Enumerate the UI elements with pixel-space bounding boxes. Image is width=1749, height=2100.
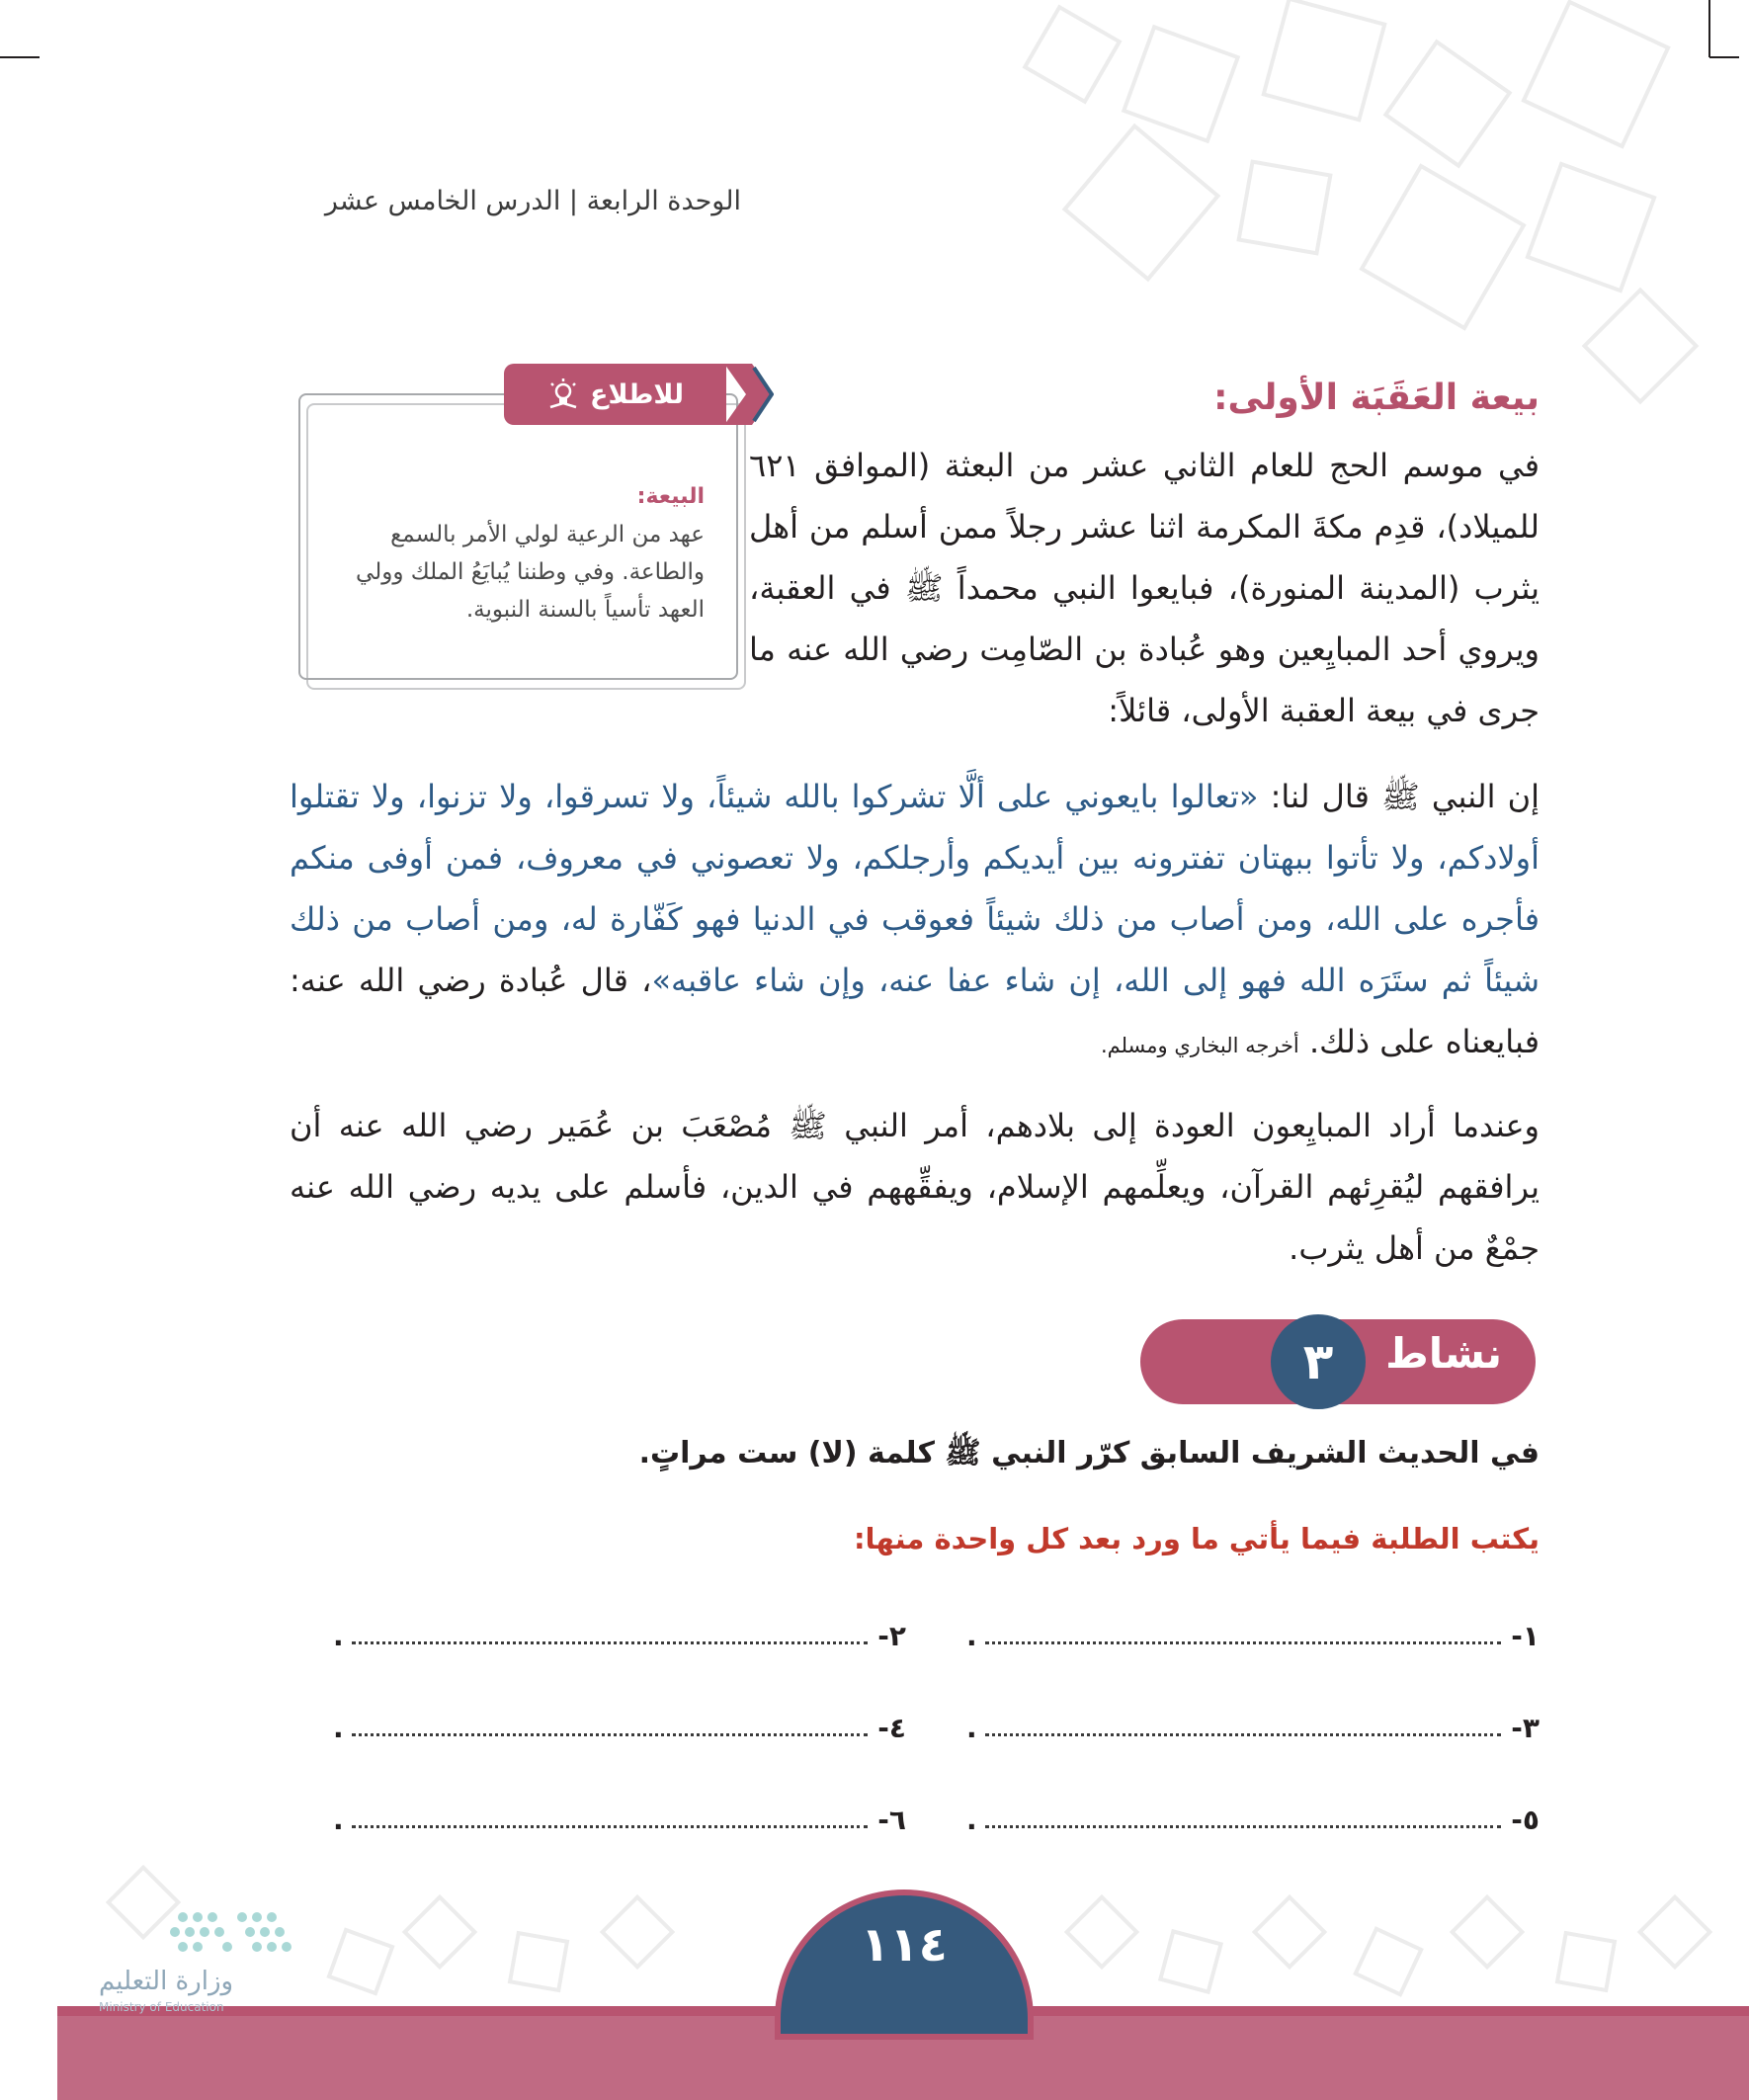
hadith-lead: إن النبي ﷺ قال لنا: [1258, 778, 1541, 815]
answer-blank[interactable] [985, 1706, 1502, 1736]
chevron-icon [724, 364, 774, 425]
answer-line[interactable] [966, 1705, 1540, 1744]
activity-label: نشاط [1385, 1329, 1502, 1378]
answer-blank[interactable] [352, 1614, 869, 1644]
answer-blank[interactable] [352, 1706, 869, 1736]
crop-mark-top-right [1680, 0, 1739, 59]
answer-number: ٢- [877, 1620, 906, 1652]
answer-period: . [333, 1620, 344, 1652]
info-tag-label: للاطلاع [590, 378, 685, 410]
answer-period: . [333, 1804, 344, 1836]
answer-period: . [966, 1620, 977, 1652]
lightbulb-icon [546, 378, 580, 411]
answer-blank[interactable] [352, 1798, 869, 1828]
answer-line[interactable] [966, 1797, 1540, 1836]
answer-period: . [333, 1712, 344, 1744]
answer-line[interactable] [333, 1613, 906, 1652]
info-box [298, 378, 738, 680]
answer-blank[interactable] [985, 1798, 1502, 1828]
hadith-reference: أخرجه البخاري ومسلم. [1100, 1034, 1299, 1057]
crop-mark-top-left [0, 0, 59, 59]
section-title: بيعة العَقَبَة الأولى: [1213, 378, 1540, 418]
answer-line[interactable] [333, 1705, 906, 1744]
breadcrumb: الوحدة الرابعة | الدرس الخامس عشر [324, 186, 741, 216]
hadith-paragraph [290, 766, 1540, 1076]
intro-paragraph: في موسم الحج للعام الثاني عشر من البعثة (الموافق ٦٢١ للميلاد)، قدِم مكةَ المكرمة اثنا عشر رجلاً ممن أسلم من أهل يثرب (المدينة المنورة)، فبايعوا النبي محمداً ﷺ في العقبة، ويروي أحد المبايِعين وهو عُبادة بن الصّامِت رضي الله عنه ما جرى في بيعة العقبة الأولى، قائلاً: [749, 447, 1540, 729]
activity-badge [1121, 1314, 1536, 1409]
answer-number: ١- [1511, 1620, 1540, 1652]
answer-period: . [966, 1712, 977, 1744]
activity-instruction: يكتب الطلبة فيما يأتي ما ورد بعد كل واحدة منها: [853, 1522, 1540, 1555]
ministry-logo-text: وزارة التعليم [99, 1967, 234, 1996]
answer-line[interactable] [333, 1797, 906, 1836]
ministry-logo-subtitle: Ministry of Education [99, 2000, 224, 2014]
hadith-quote: «تعالوا بايعوني على ألَّا تشركوا بالله شيئاً، ولا تسرقوا، ولا تزنوا، ولا تقتلوا أولادكم، ولا تأتوا ببهتان تفترونه بين أيديكم وأرجلكم، ولا تعصوني في معروف، فمن أوفى منكم فأجره على الله، ومن أصاب من ذلك شيئاً فعوقب في الدنيا فهو كَفّارة له، ومن أصاب من ذلك شيئاً ثم ستَرَه الله فهو إلى الله، إن شاء عفا عنه، وإن شاء عاقبه» [290, 778, 1541, 999]
answer-line[interactable] [966, 1613, 1540, 1652]
answer-blank[interactable] [985, 1614, 1502, 1644]
answer-number: ٣- [1511, 1712, 1540, 1744]
answer-number: ٦- [877, 1804, 906, 1836]
answer-number: ٤- [877, 1712, 906, 1744]
answer-number: ٥- [1511, 1804, 1540, 1836]
info-term: البيعة: [636, 484, 705, 509]
activity-question: في الحديث الشريف السابق كرّر النبي ﷺ كلمة (لا) ست مراتٍ. [638, 1436, 1540, 1470]
second-paragraph: وعندما أراد المبايِعون العودة إلى بلادهم، أمر النبي ﷺ مُصْعَبَ بن عُمَير رضي الله عنه أن يرافقهم ليُقرِئهم القرآن، ويعلِّمهم الإسلام، ويفقِّههم في الدين، فأسلم على يديه رضي الله عنه جمْعٌ من أهل يثرب. [290, 1107, 1540, 1267]
answer-period: . [966, 1804, 977, 1836]
hadith-tail: ، قال عُبادة رضي الله عنه: فبايعناه على ذلك. [290, 962, 1540, 1060]
activity-number: ٣ [1271, 1314, 1366, 1409]
info-tag [504, 364, 726, 425]
page-number: ١١٤ [861, 1917, 948, 1973]
info-definition: عهد من الرعية لولي الأمر بالسمع والطاعة. وفي وطننا يُبايَعُ الملك وولي العهد تأسياً بالسنة النبوية. [356, 522, 705, 623]
